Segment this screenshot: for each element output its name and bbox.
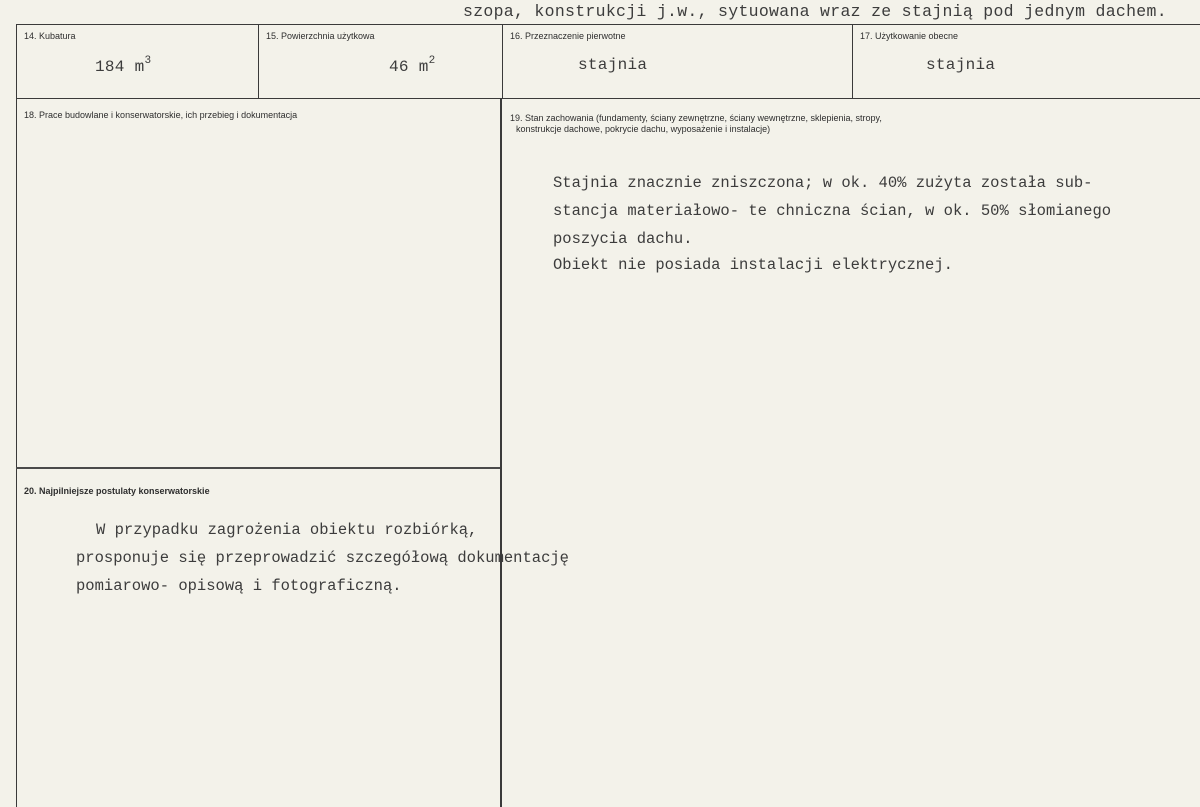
field-15-unit-exponent: 2: [428, 55, 436, 67]
divider-15-16: [502, 24, 503, 99]
field-18-label: 18. Prace budowlane i konserwatorskie, ich przebieg i dokumentacja: [24, 110, 298, 120]
field-15-label: 15. Powierzchnia użytkowa: [266, 31, 375, 41]
divider-16-17: [852, 24, 853, 99]
grid-top-border: [16, 24, 1200, 25]
field-20-text: [76, 516, 569, 600]
divider-main-column: [500, 98, 502, 807]
field-20-label: 20. Najpilniejsze postulaty konserwatorskie: [24, 486, 210, 496]
field-16-value: stajnia: [578, 56, 648, 74]
field-15-value-text: 46 m: [389, 58, 429, 76]
divider-14-15: [258, 24, 259, 99]
field-15-value: [389, 55, 436, 76]
field-19-label-line2: konstrukcje dachowe, pokrycie dachu, wyposażenie i instalacje): [516, 124, 771, 134]
field-16-label: 16. Przeznaczenie pierwotne: [510, 31, 626, 41]
field-19-text-line-4: Obiekt nie posiada instalacji elektrycznej.: [553, 256, 953, 274]
field-20-text-line-3: pomiarowo- opisową i fotograficzną.: [76, 577, 402, 595]
field-17-value: stajnia: [926, 56, 996, 74]
divider-18-20: [16, 467, 500, 469]
header-typed-line: szopa, konstrukcji j.w., sytuowana wraz ze stajnią pod jednym dachem.: [463, 2, 1167, 21]
field-20-text-line-2: prosponuje się przeprowadzić szczegółową dokumentację: [76, 549, 569, 567]
field-14-unit-exponent: 3: [144, 55, 152, 67]
field-19-text-line-1: Stajnia znacznie zniszczona; w ok. 40% zużyta została sub-: [553, 174, 1093, 192]
field-14-label: 14. Kubatura: [24, 31, 76, 41]
field-19-text-line-2: stancja materiałowo- te chniczna ścian, w ok. 50% słomianego: [553, 202, 1112, 220]
field-19-text: [553, 169, 1111, 279]
field-14-value-text: 184 m: [95, 58, 145, 76]
field-17-label: 17. Użytkowanie obecne: [860, 31, 959, 41]
field-14-value: [95, 55, 151, 76]
field-20-text-line-1: W przypadku zagrożenia obiektu rozbiórką,: [96, 521, 478, 539]
field-19-label-line1: 19. Stan zachowania (fundamenty, ściany zewnętrzne, ściany wewnętrzne, sklepienia, stropy,: [510, 113, 882, 123]
row1-bottom-border: [16, 98, 1200, 99]
field-19-text-line-3: poszycia dachu.: [553, 230, 693, 248]
grid-left-border: [16, 24, 17, 807]
